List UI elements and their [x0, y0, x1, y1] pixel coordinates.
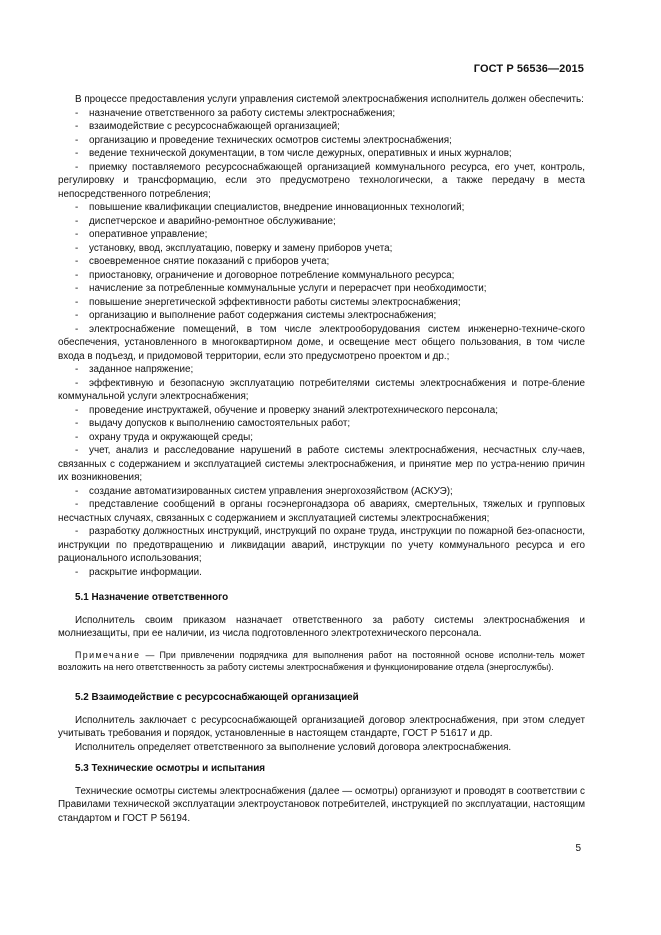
list-dash: - — [75, 283, 79, 294]
list-dash: - — [75, 107, 79, 119]
list-item-text: учет, анализ и расследование нарушений в работе системы электроснабжения, несчастных слу-чаев, связанных с содержанием и эксплуатацией системы электроснабжения, и принятие мер по устра-нению причин их возникновения; — [58, 445, 585, 483]
list-item-text: выдачу допусков к выполнению самостоятельных работ; — [89, 418, 351, 429]
section-5-2-paragraph-1: Исполнитель заключает с ресурсоснабжающей организацией договор электроснабжения, при этом следует учитывать требования и порядок, установленные в настоящем стандарте, ГОСТ Р 51617 и др. — [58, 714, 585, 740]
list-item-text: приостановку, ограничение и договорное потребление коммунального ресурса; — [89, 269, 455, 281]
list-dash: - — [75, 215, 79, 227]
list-item — [58, 107, 585, 121]
list-dash: - — [75, 256, 79, 267]
section-5-1-text: Исполнитель своим приказом назначает ответственного за работу системы электроснабжения и молниезащиты, при ее наличии, из числа подготовленного электротехнического персонала. — [58, 614, 585, 639]
list-item-text: создание автоматизированных систем управления энергохозяйством (АСКУЭ); — [89, 485, 453, 497]
section-5-3-paragraph-1: Технические осмотры системы электроснабжения (далее — осмотры) организуют и проводят в соответствии с Правилами технической эксплуатации электроустановок потребителей, инструкцией по эксплуатации, настоящим стандартом и ГОСТ Р 56194. — [58, 785, 585, 824]
list-item-text: повышение квалификации специалистов, внедрение инновационных технологий; — [89, 202, 465, 213]
list-item-text: организацию и выполнение работ содержания системы электроснабжения; — [89, 310, 437, 321]
list-item-text: назначение ответственного за работу системы электроснабжения; — [89, 107, 396, 119]
list-item — [58, 201, 585, 215]
list-item-text: представление сообщений в органы госэнергонадзора об авариях, смертельных, тяжелых и групповых несчастных случаях, связанных с содержанием и эксплуатацией системы электроснабжения; — [58, 499, 585, 524]
list-item — [58, 417, 585, 431]
list-item-text: взаимодействие с ресурсоснабжающей организацией; — [89, 121, 340, 132]
list-item — [58, 363, 585, 377]
list-dash: - — [75, 499, 79, 510]
list-dash: - — [75, 229, 79, 240]
page-number: 5 — [575, 843, 581, 854]
list-dash: - — [75, 377, 79, 389]
list-dash: - — [75, 445, 79, 456]
section-5-3-heading: 5.3 Технические осмотры и испытания — [75, 763, 266, 775]
list-item — [58, 296, 585, 310]
document-body — [58, 93, 585, 825]
requirements-list — [58, 107, 585, 580]
list-dash: - — [75, 566, 79, 578]
intro-paragraph: В процессе предоставления услуги управления системой электроснабжения исполнитель должен обеспечить: — [75, 94, 584, 105]
list-item — [58, 485, 585, 499]
list-item — [58, 120, 585, 134]
list-item-text: приемку поставляемого ресурсоснабжающей организацией коммунального ресурса, его учет, контроль, регулировку и трансформацию, если это предусмотрено технологически, а также передачу в места непосредственного потребления; — [58, 161, 585, 200]
list-item-text: организацию и проведение технических осмотров системы электроснабжения; — [89, 134, 452, 146]
list-item-text: заданное напряжение; — [89, 364, 194, 375]
list-item — [58, 525, 585, 566]
list-item-text: установку, ввод, эксплуатацию, поверку и замену приборов учета; — [89, 242, 393, 254]
list-item-text: разработку должностных инструкций, инструкций по охране труда, инструкции по пожарной без-опасности, инструкции по предотвращению и ликвидации аварий, инструкции по учету коммунального ресурса и его рационального использования; — [58, 526, 585, 564]
list-item-text: эффективную и безопасную эксплуатацию потребителями системы электроснабжения и потре-бление коммунальной услуги электроснабжения; — [58, 377, 585, 402]
list-item-text: своевременное снятие показаний с приборов учета; — [89, 256, 330, 267]
list-item — [58, 309, 585, 323]
list-item — [58, 255, 585, 269]
list-item — [58, 215, 585, 229]
list-dash: - — [75, 485, 79, 497]
list-dash: - — [75, 121, 79, 132]
list-dash: - — [75, 161, 79, 173]
list-item-text: проведение инструктажей, обучение и проверку знаний электротехнического персонала; — [89, 404, 498, 416]
list-item — [58, 444, 585, 485]
list-dash: - — [75, 148, 79, 159]
list-dash: - — [75, 404, 79, 416]
list-item — [58, 269, 585, 283]
list-item-text: ведение технической документации, в том числе дежурных, оперативных и иных журналов; — [89, 148, 512, 159]
list-item-text: раскрытие информации. — [89, 566, 202, 578]
list-item — [58, 147, 585, 161]
list-dash: - — [75, 310, 79, 321]
list-item — [58, 431, 585, 445]
list-dash: - — [75, 296, 79, 308]
list-item-text: электроснабжение помещений, в том числе электрооборудования систем инженерно-техниче-ского обеспечения, установленного в многоквартирном доме, и освещение мест общего пользования, в том числе входа в подъезд, и придомовой территории, если это предусмотрено проектом и др.; — [58, 323, 585, 362]
section-5-2-paragraph-2: Исполнитель определяет ответственного за выполнение условий договора электроснабжения. — [75, 741, 512, 753]
list-item — [58, 377, 585, 404]
list-item-text: оперативное управление; — [89, 229, 208, 240]
list-item — [58, 242, 585, 256]
list-dash: - — [75, 526, 79, 537]
list-item — [58, 323, 585, 364]
list-dash: - — [75, 418, 79, 429]
list-item-text: охрану труда и окружающей среды; — [89, 431, 254, 443]
list-item — [58, 161, 585, 202]
standard-header: ГОСТ Р 56536—2015 — [473, 63, 584, 75]
list-dash: - — [75, 364, 79, 375]
list-item — [58, 282, 585, 296]
note-label: Примечание — [75, 649, 141, 660]
note-text: — При привлечении подрядчика для выполнения работ на постоянной основе исполни-тель может возложить на него ответственность за работу системы электроснабжения и функционирование отдела (энергослужбы). — [58, 649, 585, 672]
list-dash: - — [75, 323, 79, 335]
list-item-text: начисление за потребленные коммунальные услуги и перерасчет при необходимости; — [89, 283, 487, 294]
list-dash: - — [75, 202, 79, 213]
list-dash: - — [75, 269, 79, 281]
section-5-1-note — [58, 649, 585, 674]
list-dash: - — [75, 242, 79, 254]
list-item — [58, 404, 585, 418]
section-5-1-heading: 5.1 Назначение ответственного — [75, 592, 229, 603]
list-item — [58, 134, 585, 148]
list-item-text: повышение энергетической эффективности работы системы электроснабжения; — [89, 296, 461, 308]
list-item — [58, 498, 585, 525]
list-item-text: диспетчерское и аварийно-ремонтное обслуживание; — [89, 215, 336, 227]
list-item — [58, 228, 585, 242]
list-dash: - — [75, 431, 79, 443]
section-5-2-heading: 5.2 Взаимодействие с ресурсоснабжающей организацией — [75, 692, 359, 704]
list-item — [58, 566, 585, 580]
list-dash: - — [75, 134, 79, 146]
